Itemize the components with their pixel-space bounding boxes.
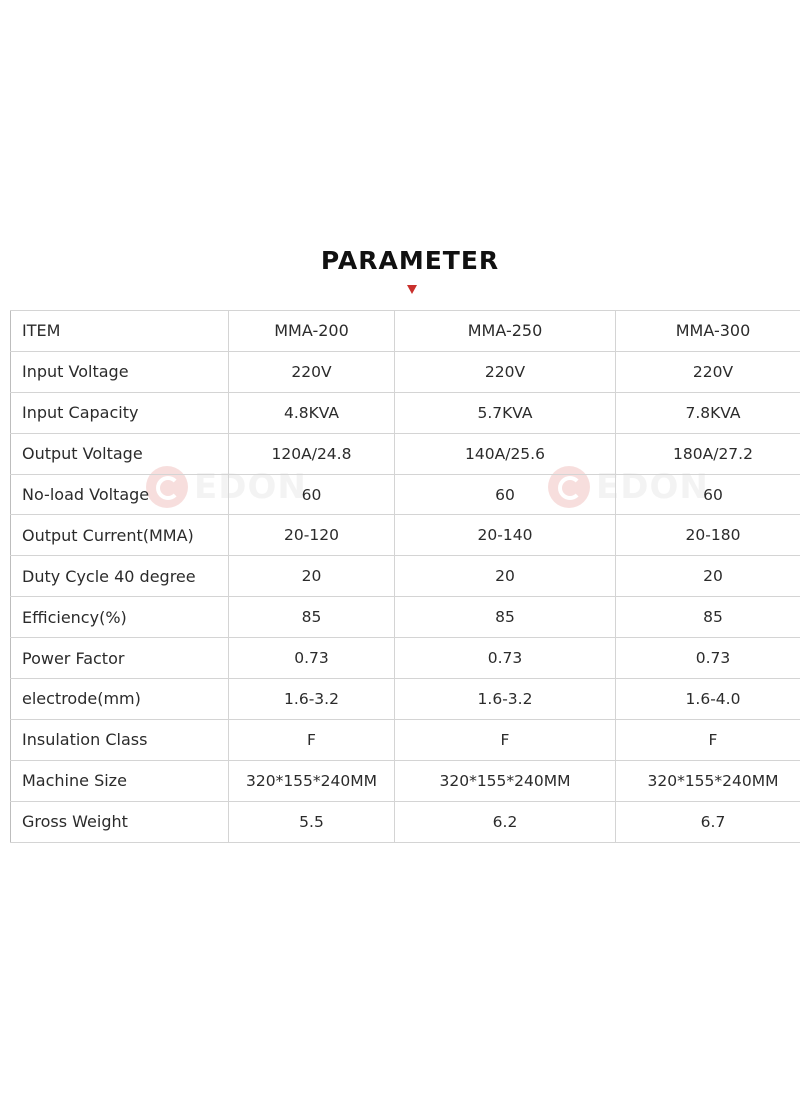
row-value: 1.6-3.2 <box>229 679 395 720</box>
page-title: PARAMETER <box>320 246 500 275</box>
row-value: F <box>616 719 800 760</box>
row-label: Output Voltage <box>11 433 229 474</box>
header-item: ITEM <box>11 311 229 352</box>
row-label: Input Capacity <box>11 392 229 433</box>
row-value: 85 <box>229 597 395 638</box>
row-value: 120A/24.8 <box>229 433 395 474</box>
table-row <box>11 433 800 474</box>
row-value: 85 <box>395 597 616 638</box>
row-value: 20 <box>616 556 800 597</box>
row-label: Machine Size <box>11 760 229 801</box>
row-value: F <box>229 719 395 760</box>
row-value: 0.73 <box>395 638 616 679</box>
row-value: 20 <box>229 556 395 597</box>
row-value: 320*155*240MM <box>229 760 395 801</box>
header-model: MMA-250 <box>395 311 616 352</box>
row-label: electrode(mm) <box>11 679 229 720</box>
table-row <box>11 597 800 638</box>
table-row <box>11 801 800 842</box>
row-value: 20-140 <box>395 515 616 556</box>
table-row <box>11 679 800 720</box>
row-value: 1.6-4.0 <box>616 679 800 720</box>
row-value: 220V <box>616 351 800 392</box>
row-value: 60 <box>229 474 395 515</box>
table-header-row <box>11 311 800 352</box>
row-value: 220V <box>395 351 616 392</box>
row-value: 1.6-3.2 <box>395 679 616 720</box>
row-label: Duty Cycle 40 degree <box>11 556 229 597</box>
row-value: 320*155*240MM <box>616 760 800 801</box>
row-label: Insulation Class <box>11 719 229 760</box>
row-value: 180A/27.2 <box>616 433 800 474</box>
row-label: Input Voltage <box>11 351 229 392</box>
parameter-table <box>10 310 800 843</box>
row-value: 6.2 <box>395 801 616 842</box>
title-triangle-icon <box>407 285 417 294</box>
table-row <box>11 392 800 433</box>
table-row <box>11 351 800 392</box>
row-label: Gross Weight <box>11 801 229 842</box>
row-value: F <box>395 719 616 760</box>
row-value: 220V <box>229 351 395 392</box>
row-value: 85 <box>616 597 800 638</box>
header-model: MMA-300 <box>616 311 800 352</box>
row-label: Power Factor <box>11 638 229 679</box>
row-label: No-load Voltage <box>11 474 229 515</box>
row-value: 5.5 <box>229 801 395 842</box>
table-row <box>11 474 800 515</box>
row-value: 20-180 <box>616 515 800 556</box>
row-value: 20 <box>395 556 616 597</box>
row-value: 140A/25.6 <box>395 433 616 474</box>
row-value: 20-120 <box>229 515 395 556</box>
row-label: Output Current(MMA) <box>11 515 229 556</box>
row-label: Efficiency(%) <box>11 597 229 638</box>
table-row <box>11 515 800 556</box>
row-value: 4.8KVA <box>229 392 395 433</box>
watermark-text: EDON <box>194 467 307 507</box>
header-model: MMA-200 <box>229 311 395 352</box>
table-row <box>11 556 800 597</box>
table-row <box>11 760 800 801</box>
table-row <box>11 638 800 679</box>
table-row <box>11 719 800 760</box>
row-value: 7.8KVA <box>616 392 800 433</box>
row-value: 0.73 <box>616 638 800 679</box>
row-value: 6.7 <box>616 801 800 842</box>
row-value: 5.7KVA <box>395 392 616 433</box>
row-value: 60 <box>616 474 800 515</box>
row-value: 60 <box>395 474 616 515</box>
row-value: 320*155*240MM <box>395 760 616 801</box>
watermark-text: EDON <box>596 467 709 507</box>
row-value: 0.73 <box>229 638 395 679</box>
